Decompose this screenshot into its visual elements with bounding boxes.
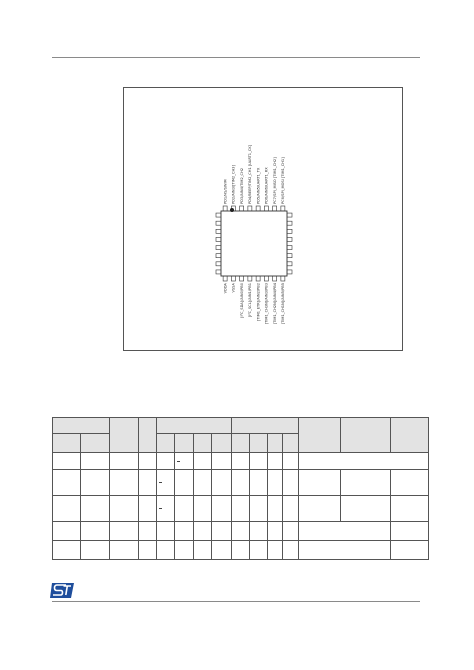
pin-label: PD4/BEEP/TIM2_CH1 [UART1_CK] [248,144,253,204]
pin-label: [TIM1_ETR]/AIN2/PB2 [256,283,261,322]
pin-label: PD5/AIN5/UART1_TX [256,167,261,204]
package-pin [287,254,292,258]
pin-label: [TIM1_CH3N]/AIN3/PB3 [264,283,269,325]
pin-label: PD3/AIN4/TIM2_CH2 [239,167,244,204]
pin-label: [TIM1_CH2N]/AIN4/PB4 [272,283,277,325]
package-pin [273,206,277,211]
package-pin [216,270,221,274]
package-pin [231,276,235,281]
pinout-figure [123,87,403,351]
pin-label: PD6/AIN6/UART1_RX [264,167,269,204]
table-row [53,496,429,522]
package-pin [287,246,292,250]
bottom-pin-labels [223,282,285,324]
pin-label: PD2/AIN3/[TIM2_CH3] [231,165,236,204]
package-pin [216,237,221,241]
table-row [53,541,429,560]
package-pin [216,262,221,266]
bottom-pins [223,276,285,281]
table-row [53,453,429,470]
package-pin [273,276,277,281]
package-pin [216,246,221,250]
lqfp32-package-diagram [124,88,404,352]
package-pin [223,276,227,281]
table-row [53,470,429,496]
package-pin [248,206,252,211]
st-logo [50,583,74,598]
package-pin [256,276,260,281]
package-pin [287,262,292,266]
dash-mark [159,482,162,483]
pin1-marker [230,208,234,212]
pin-label: VSSA [231,283,236,293]
chip-body [221,211,287,276]
package-pin [216,213,221,217]
table-header-row [53,418,429,434]
pin-description-table [52,417,429,560]
dash-mark [159,508,162,509]
pin-label: VDDA [223,283,228,294]
package-pin [287,270,292,274]
pin-label: PC7/SPI_MISO [TIM1_CH2] [272,157,277,204]
package-pin [223,206,227,211]
table-row [53,522,429,541]
package-pin [281,206,285,211]
pin-label: [TIM1_CH1N]/AIN5/PB5 [281,283,286,325]
package-pin [287,221,292,225]
package-pin [256,206,260,211]
dash-mark [177,461,180,462]
package-pin [287,237,292,241]
package-pin [264,206,268,211]
package-pin [240,276,244,281]
header-rule [52,57,420,58]
pin-label: PC6/SPI_MOSI [TIM1_CH1] [281,157,286,204]
package-pin [287,229,292,233]
package-pin [240,206,244,211]
top-pin-labels [223,144,285,204]
footer-rule [52,601,420,602]
package-pin [264,276,268,281]
pin-label: PD1/HS/SWIM [223,179,228,204]
package-pin [216,254,221,258]
package-pin [281,276,285,281]
left-pins [216,213,221,274]
right-pins [287,213,292,274]
package-pin [216,221,221,225]
package-pin [216,229,221,233]
pin-label: [I²C_SDA]/AIN0/PB0 [239,283,244,318]
pin-label: [I²C_SCL]/AIN1/PB1 [248,283,253,318]
package-pin [287,213,292,217]
package-pin [248,276,252,281]
